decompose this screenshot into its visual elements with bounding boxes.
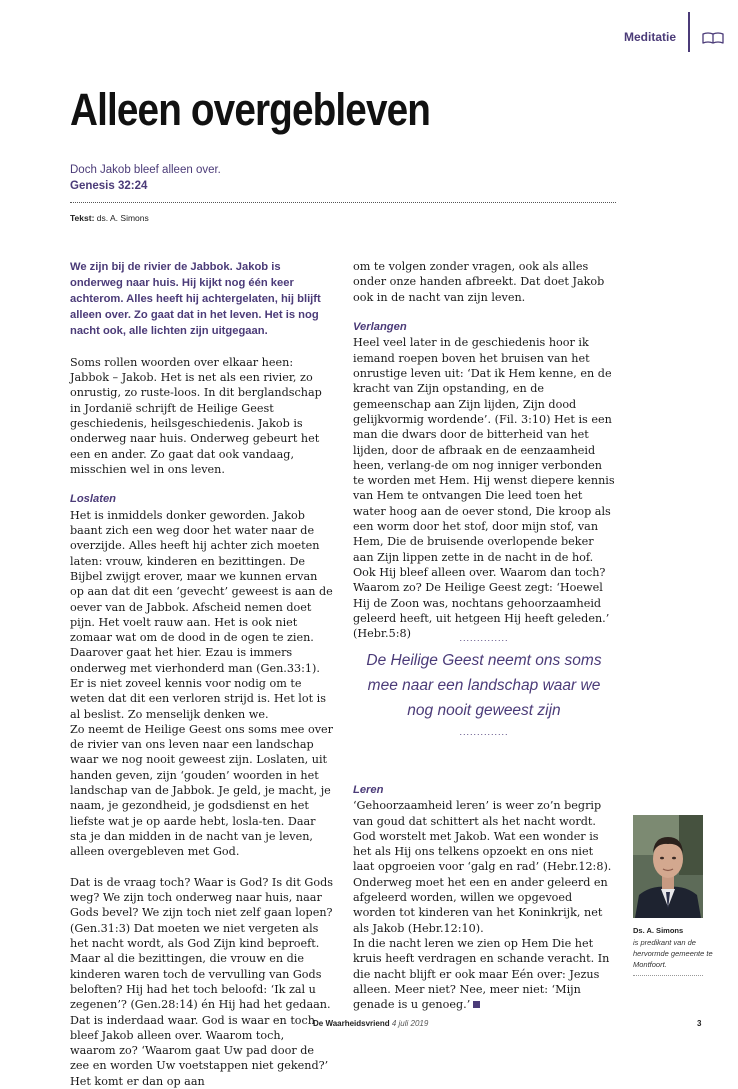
paragraph: Heel veel later in de geschiedenis hoor ik iemand roepen boven het bruisen van het onrustige leven uit: ‘Dat ik Hem kenne, en de kracht van Zijn opstanding, en de gemeenschap aan Zijn lijden, Zijn dood gelijkvormig wordende’. (Fil. 3:10) Het is een man die dwars door de bitterheid van het lijden, door de afbraak en de eenzaamheid heen, verlang-de om nog inniger verbonden te worden met Hem. Hij wenst diepere kennis van Hem te ontvangen Die leed toen het water hoog aan de oever stond, Die kroop als een worm door het stof, door mijn stof, van Hem, Die de bruisende overlopende beker aan Zijn lippen zette in de nacht in de hof. <box>353 336 615 564</box>
photo-caption: is predikant van de hervormde gemeente te Montfoort. <box>633 938 713 969</box>
paragraph: Ook Hij bleef alleen over. Waarom dan toch? Waarom zo? De Heilige Geest zegt: ‘Hoewel Hij de Zoon was, nochtans gehoorzaamheid geleerd heeft, uit hetgeen Hij heeft geleden.’ (Hebr.5:8) <box>353 565 610 641</box>
heading-verlangen: Verlangen <box>353 321 407 334</box>
scripture-quote: Doch Jakob bleef alleen over. <box>70 164 221 176</box>
heading-loslaten: Loslaten <box>70 493 117 506</box>
open-book-icon <box>702 31 724 45</box>
heading-leren: Leren <box>353 784 384 796</box>
paragraph: Dat is inderdaad waar. God is waar en toch bleef Jakob alleen over. Waarom toch, waarom zo? ‘Waarom gaat Uw pad door de zee en worden Uw voetstappen niet gekend?’ Het komt er dan op aan <box>70 1013 329 1088</box>
end-mark-icon <box>473 1001 480 1008</box>
lead-paragraph: We zijn bij de rivier de Jabbok. Jakob is onderweg naar huis. Hij kijkt nog één keer achterom. Alles heeft hij achtergelaten, hij blijft alleen over. Zo gaat dat in het leven. Het is nog nacht ook, alle lichten zijn uitgegaan. <box>70 261 321 338</box>
right-column <box>353 259 615 641</box>
author-portrait <box>633 815 703 918</box>
dotted-divider <box>70 202 616 203</box>
closing-text: In die nacht leren we zien op Hem Die het kruis heeft verdragen en schande veracht. In die nacht blijft er ook maar Eén over: Jezus alleen. Meer niet? Nee, meer niet: ‘Mijn genade is u genoeg.’ <box>353 936 610 1012</box>
publication-date: 4 juli 2019 <box>391 1019 429 1028</box>
footer-publication <box>313 1019 428 1028</box>
pull-quote <box>353 633 615 737</box>
right-column-lower <box>353 783 615 1012</box>
pull-quote-dots-bottom: .............. <box>459 727 509 737</box>
pull-quote-text: De Heilige Geest neemt ons soms mee naar een landschap waar we nog nooit geweest zijn <box>366 652 602 719</box>
scripture-reference: Genesis 32:24 <box>70 180 148 192</box>
paragraph: ‘Gehoorzaamheid leren’ is weer zo’n begrip van goud dat schittert als het nacht wordt. God worstelt met Jakob. Wat een wonder is het als Hij ons telkens opzoekt en ons niet laat opgroeien voor ‘galg en rad’ (Hebr.12:8). Onderweg moet het een en ander geleerd en afgeleerd worden, willen we opgevoed worden tot kinderen van het Koninkrijk, net als Jakob (Hebr.12:10). <box>353 799 612 935</box>
photo-name: Ds. A. Simons <box>633 926 684 935</box>
publication-name: De Waarheidsvriend <box>313 1019 390 1028</box>
paragraph: om te volgen zonder vragen, ook als alles onder onze handen afbreekt. Dat doet Jakob ook in de nacht van zijn leven. <box>353 260 605 304</box>
paragraph: Het is inmiddels donker geworden. Jakob baant zich een weg door het water naar de overzijde. Alles heeft hij achter zich moeten laten: vrouw, kinderen en bezittingen. De Bijbel zwijgt erover, maar we kunnen ervan op aan dat dit een ‘gevecht’ geweest is aan de oever van de Jabbok. Afscheid nemen doet pijn. Het voelt rauw aan. Het is ook niet zomaar wat om de dood in de ogen te zien. Daarover gaat het hier. Ezau is immers onderweg met vierhonderd man (Gen.33:1). Er is niet zoveel kennis voor nodig om te weten dat dit een verloren strijd is. Het lot is al beslist. Zo menselijk denken we. <box>70 508 333 721</box>
byline-label: Tekst: <box>70 213 95 223</box>
page-number: 3 <box>697 1019 702 1028</box>
paragraph: Zo neemt de Heilige Geest ons soms mee over de rivier van ons leven naar een landschap waar we nog nooit geweest zijn. Loslaten, uit handen geven, zijn ‘gouden’ woorden in het landschap van de Jabbok. Je geld, je macht, je naam, je gezondheid, je godsdienst en het liefste wat je op aarde hebt, losla-ten. Daar sta je dan midden in de nacht van je leven, alleen overgebleven met God. <box>70 722 333 859</box>
section-label: Meditatie <box>623 30 676 44</box>
left-column <box>70 259 333 1089</box>
caption-divider <box>633 975 703 976</box>
intro-paragraph: Soms rollen woorden over elkaar heen: Jabbok – Jakob. Het is net als een rivier, zo onrustig, zo ruste-loos. In dit berglandschap in Jordanië schrijft de Heilige Geest geschiedenis, heilsgeschiedenis. Jakob is onderweg naar huis. Onderweg gebeurt het een en ander. Zo gaat dat ook vandaag, misschien wel in ons leven. <box>70 355 322 476</box>
byline-author: ds. A. Simons <box>96 213 149 223</box>
header-divider <box>688 12 690 52</box>
article-title: Alleen overgebleven <box>70 84 431 135</box>
byline <box>70 213 149 223</box>
pull-quote-dots-top: .............. <box>459 633 509 643</box>
paragraph: Dat is de vraag toch? Waar is God? Is dit Gods weg? We zijn toch onderweg naar huis, naar Gods bevel? We zijn toch niet zelf gaan lopen? (Gen.31:3) Dat moeten we niet vergeten als het nacht wordt, als God Zijn kind beproeft. Maar al die bezittingen, die vrouw en die kinderen waren toch de vervulling van Gods beloften? Hij had het toch beloofd: ‘Ik zal u zegenen’? (Gen.28:14) én Hij had het gedaan. <box>70 875 334 1012</box>
paragraph <box>353 936 615 1012</box>
